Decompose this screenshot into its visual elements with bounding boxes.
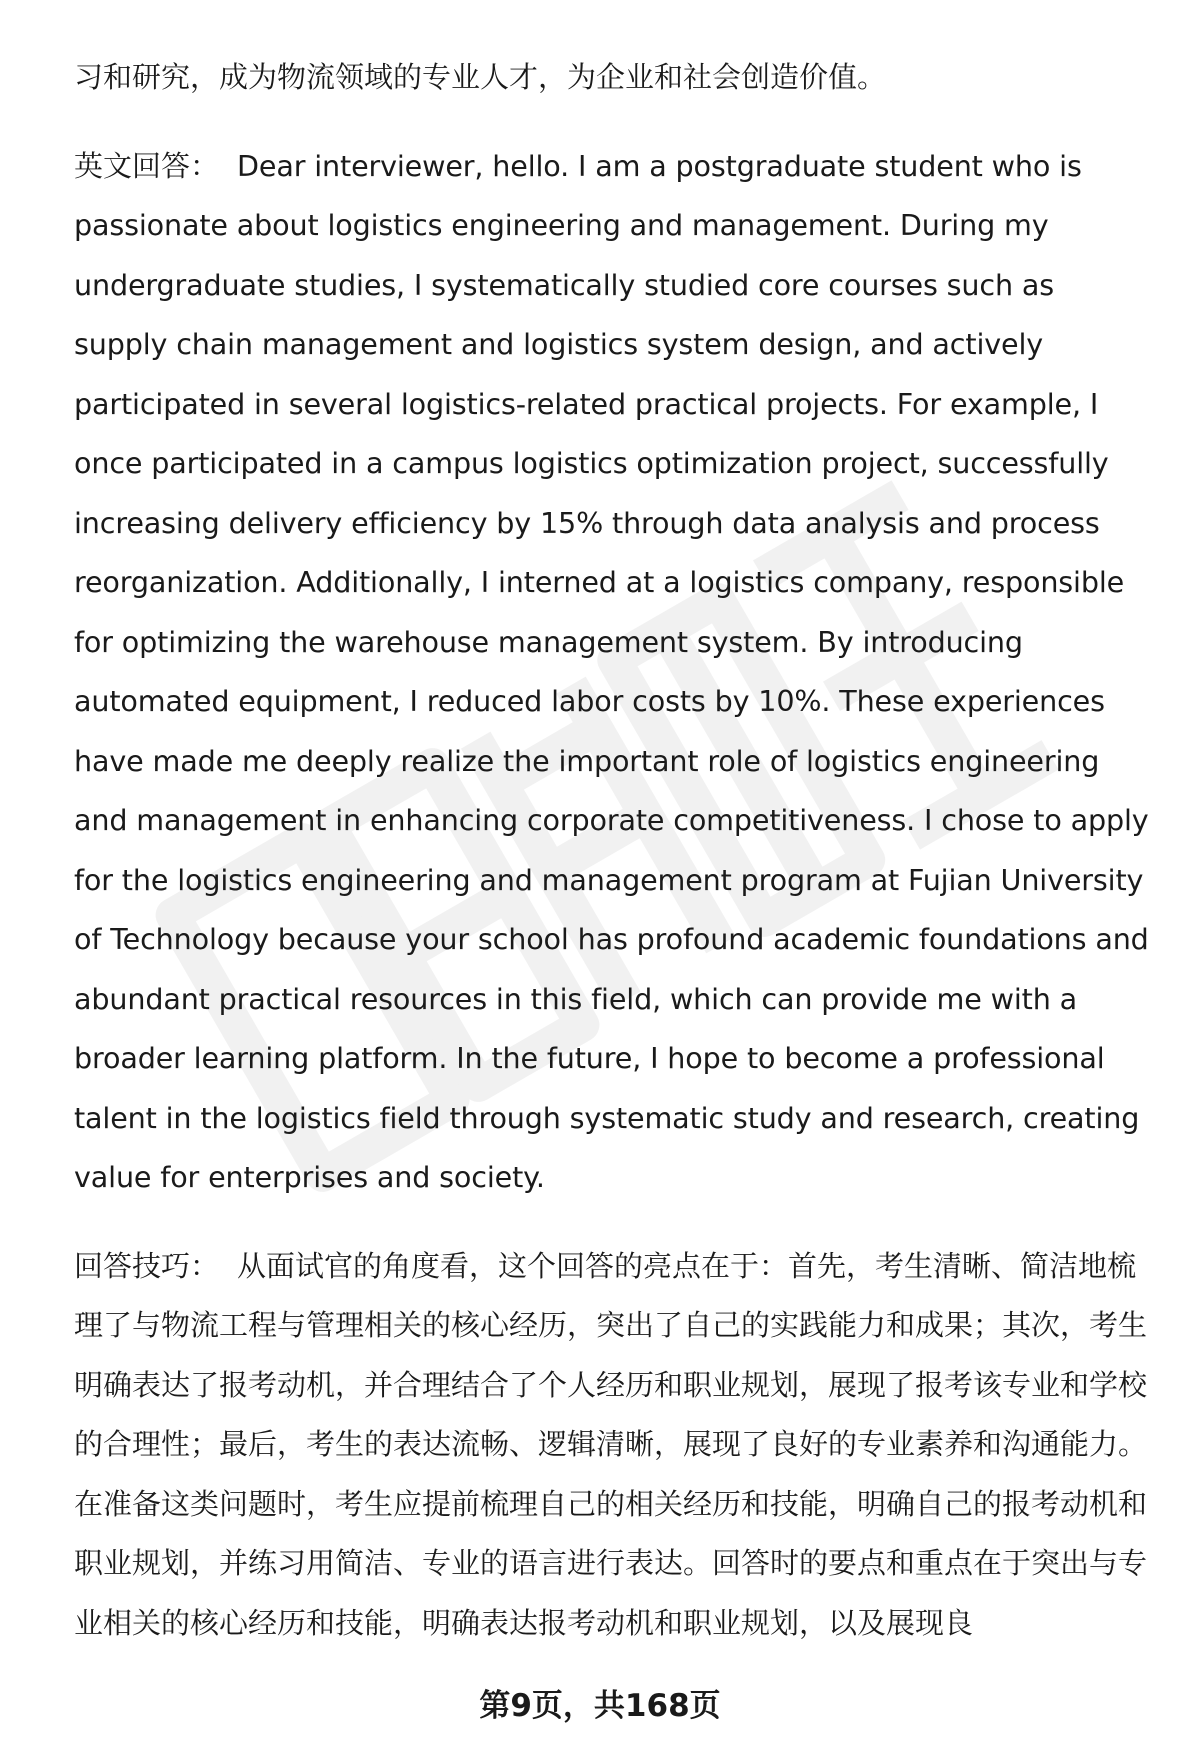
english-answer-label: 英文回答： xyxy=(74,148,220,183)
paragraph-english-answer xyxy=(74,137,1154,1208)
answer-tips-label: 回答技巧： xyxy=(74,1248,220,1283)
english-answer-text: Dear interviewer, hello. I am a postgraduate student who is passionate about logistics engineering and management. During my undergraduate studies, I systematically studied core courses such as supply chain management and logistics system design, and actively participated in several logistics-related practical projects. For example, I once participated in a campus logistics optimization project, successfully increasing delivery efficiency by 15% through data analysis and process reorganization. Additionally, I interned at a logistics company, responsible for optimizing the warehouse management system. By introducing automated equipment, I reduced labor costs by 10%. These experiences have made me deeply realize the important role of logistics engineering and management in enhancing corporate competitiveness. I chose to apply for the logistics engineering and management program at Fujian University of Technology because your school has profound academic foundations and abundant practical resources in this field, which can provide me with a broader learning platform. In the future, I hope to become a professional talent in the logistics field through systematic study and research, creating value for enterprises and society. xyxy=(74,148,1149,1194)
paragraph-continuation-text: 习和研究，成为物流领域的专业人才，为企业和社会创造价值。 xyxy=(74,60,887,94)
paragraph-answer-tips xyxy=(74,1237,1154,1654)
document-body xyxy=(74,48,1154,1653)
paragraph-continuation xyxy=(74,48,1154,108)
answer-tips-text: 从面试官的角度看，这个回答的亮点在于：首先，考生清晰、简洁地梳理了与物流工程与管理相关的核心经历，突出了自己的实践能力和成果；其次，考生明确表达了报考动机，并合理结合了个人经历和职业规划，展现了报考该专业和学校的合理性；最后，考生的表达流畅、逻辑清晰，展现了良好的专业素养和沟通能力。在准备这类问题时，考生应提前梳理自己的相关经历和技能，明确自己的报考动机和职业规划，并练习用简洁、专业的语言进行表达。回答时的要点和重点在于突出与专业相关的核心经历和技能，明确表达报考动机和职业规划，以及展现良 xyxy=(74,1248,1148,1640)
page-number: 第9页，共168页 xyxy=(479,1688,721,1724)
